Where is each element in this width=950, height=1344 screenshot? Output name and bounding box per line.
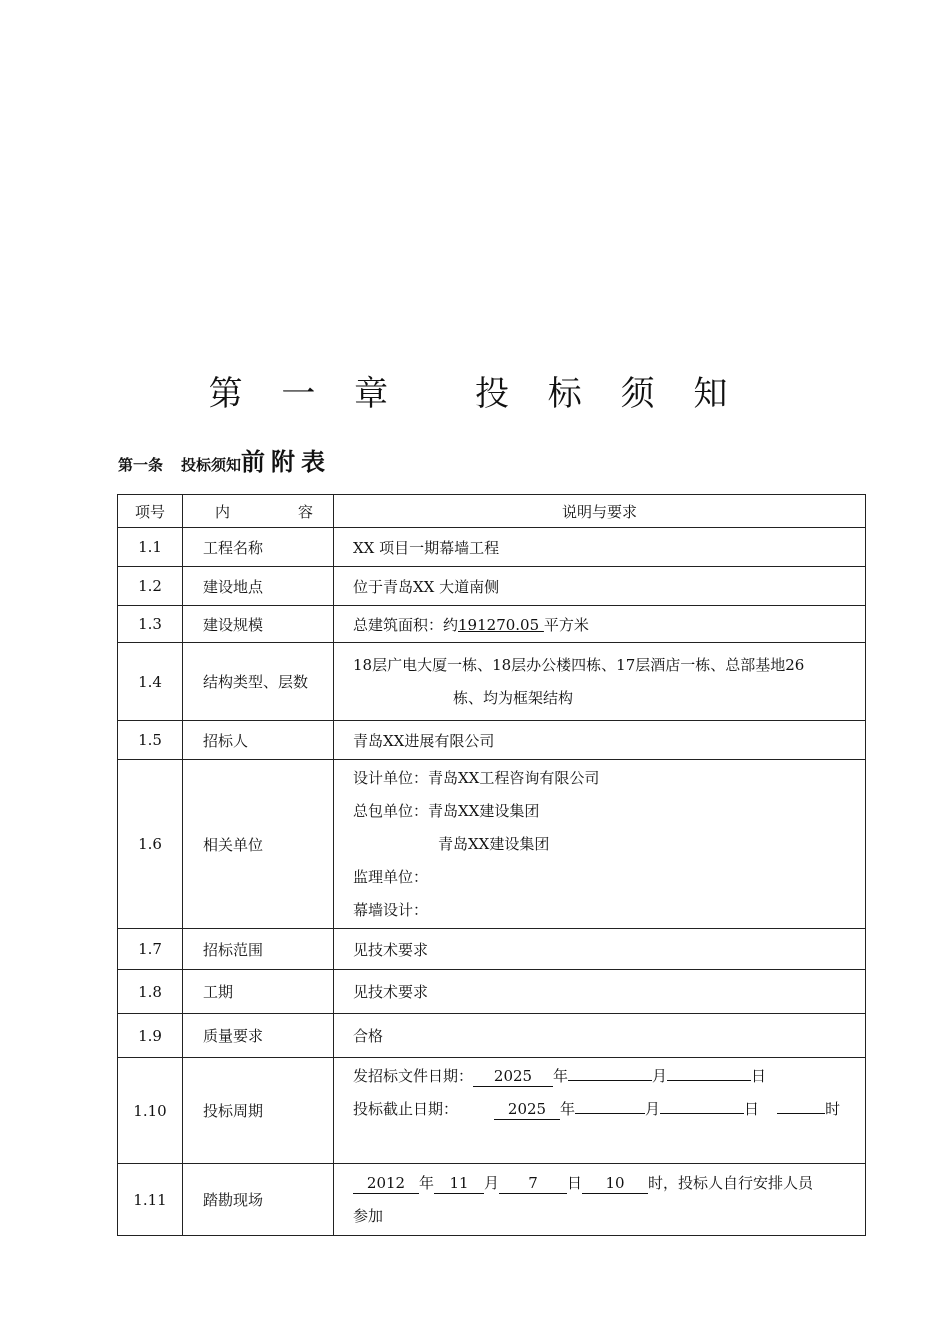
table-header-row bbox=[118, 495, 866, 528]
header-content-a: 内 bbox=[215, 502, 231, 521]
general-contractor: 总包单位：青岛XX建设集团 bbox=[353, 801, 540, 820]
row-desc: 合格 bbox=[334, 1014, 866, 1058]
row-item: 相关单位 bbox=[183, 760, 334, 929]
row-desc bbox=[334, 643, 866, 721]
table-row bbox=[118, 1058, 866, 1164]
curtain-wall-design: 幕墙设计： bbox=[353, 900, 429, 919]
table-row bbox=[118, 721, 866, 760]
table-row bbox=[118, 970, 866, 1014]
site-day-value: 7 bbox=[499, 1173, 567, 1194]
row-item: 结构类型、层数 bbox=[183, 643, 334, 721]
issue-month-unit: 月 bbox=[652, 1067, 668, 1085]
deadline-month-unit: 月 bbox=[645, 1100, 661, 1118]
row-item: 踏勘现场 bbox=[183, 1164, 334, 1236]
heading-main: 前附表 bbox=[241, 448, 332, 476]
article-number: 第一条 bbox=[118, 456, 164, 474]
row-desc: 见技术要求 bbox=[334, 929, 866, 970]
row-no: 1.4 bbox=[118, 643, 183, 721]
row-item: 建设地点 bbox=[183, 567, 334, 606]
design-unit: 设计单位：青岛XX工程咨询有限公司 bbox=[353, 768, 600, 787]
deadline-date-label: 投标截止日期： bbox=[353, 1100, 459, 1118]
structure-line-2: 栋、均为框架结构 bbox=[453, 688, 574, 707]
deadline-month-blank bbox=[575, 1113, 645, 1114]
row-desc bbox=[334, 1058, 866, 1164]
row-item: 工程名称 bbox=[183, 528, 334, 567]
row-no: 1.10 bbox=[118, 1058, 183, 1164]
row-desc bbox=[334, 1164, 866, 1236]
table-row bbox=[118, 1164, 866, 1236]
issue-year-value: 2025 bbox=[473, 1066, 553, 1087]
issue-date-label: 发招标文件日期： bbox=[353, 1067, 474, 1085]
table-row bbox=[118, 1014, 866, 1058]
table-row bbox=[118, 643, 866, 721]
issue-month-blank bbox=[568, 1080, 652, 1081]
row-item: 质量要求 bbox=[183, 1014, 334, 1058]
table-row bbox=[118, 606, 866, 643]
area-label: 总建筑面积：约 bbox=[353, 615, 459, 634]
general-contractor-2: 青岛XX建设集团 bbox=[438, 834, 550, 853]
row-desc: 见技术要求 bbox=[334, 970, 866, 1014]
table-row bbox=[118, 929, 866, 970]
row-no: 1.7 bbox=[118, 929, 183, 970]
site-hour-value: 10 bbox=[582, 1173, 648, 1194]
site-visit-line bbox=[353, 1167, 859, 1200]
table-row bbox=[118, 760, 866, 929]
deadline-day-blank bbox=[660, 1113, 744, 1114]
row-item: 招标人 bbox=[183, 721, 334, 760]
row-item: 投标周期 bbox=[183, 1058, 334, 1164]
area-value: 191270.05 bbox=[458, 615, 544, 634]
page-title: 第 一 章 投 标 须 知 bbox=[208, 374, 742, 414]
deadline-hour-unit: 时 bbox=[825, 1100, 841, 1118]
row-item: 工期 bbox=[183, 970, 334, 1014]
header-content bbox=[183, 495, 334, 528]
site-year-value: 2012 bbox=[353, 1173, 419, 1194]
section-heading bbox=[118, 442, 331, 477]
site-month-value: 11 bbox=[434, 1173, 484, 1194]
issue-year-unit: 年 bbox=[553, 1067, 569, 1085]
row-desc bbox=[334, 760, 866, 929]
deadline-date-line bbox=[353, 1093, 859, 1126]
issue-day-blank bbox=[667, 1080, 751, 1081]
row-desc: 青岛XX进展有限公司 bbox=[334, 721, 866, 760]
table-row bbox=[118, 528, 866, 567]
bid-info-table bbox=[117, 494, 866, 1236]
deadline-hour-blank bbox=[777, 1113, 825, 1114]
row-item: 招标范围 bbox=[183, 929, 334, 970]
row-no: 1.3 bbox=[118, 606, 183, 643]
row-no: 1.2 bbox=[118, 567, 183, 606]
deadline-day-unit: 日 bbox=[744, 1100, 760, 1118]
row-desc bbox=[334, 606, 866, 643]
heading-prefix: 投标须知 bbox=[181, 456, 242, 474]
table-row bbox=[118, 567, 866, 606]
area-unit: 平方米 bbox=[543, 615, 589, 634]
row-item: 建设规模 bbox=[183, 606, 334, 643]
site-year-unit: 年 bbox=[419, 1173, 435, 1192]
header-desc: 说明与要求 bbox=[334, 495, 866, 528]
row-no: 1.6 bbox=[118, 760, 183, 929]
site-day-unit: 日 bbox=[567, 1173, 583, 1192]
supervision-unit: 监理单位： bbox=[353, 867, 429, 886]
issue-date-line bbox=[353, 1060, 859, 1093]
issue-day-unit: 日 bbox=[751, 1067, 767, 1085]
row-no: 1.1 bbox=[118, 528, 183, 567]
site-month-unit: 月 bbox=[484, 1173, 500, 1192]
row-no: 1.11 bbox=[118, 1164, 183, 1236]
row-no: 1.8 bbox=[118, 970, 183, 1014]
row-desc: 位于青岛XX 大道南侧 bbox=[334, 567, 866, 606]
header-no: 项号 bbox=[118, 495, 183, 528]
structure-line-1: 18层广电大厦一栋、18层办公楼四栋、17层酒店一栋、总部基地26 bbox=[353, 655, 805, 674]
row-desc: XX 项目一期幕墙工程 bbox=[334, 528, 866, 567]
site-visit-text: 时，投标人自行安排人员 bbox=[648, 1173, 814, 1192]
site-visit-line-2: 参加 bbox=[353, 1206, 384, 1225]
row-no: 1.9 bbox=[118, 1014, 183, 1058]
header-content-b: 容 bbox=[297, 502, 313, 521]
deadline-year-value: 2025 bbox=[494, 1099, 560, 1120]
deadline-year-unit: 年 bbox=[560, 1100, 576, 1118]
row-no: 1.5 bbox=[118, 721, 183, 760]
